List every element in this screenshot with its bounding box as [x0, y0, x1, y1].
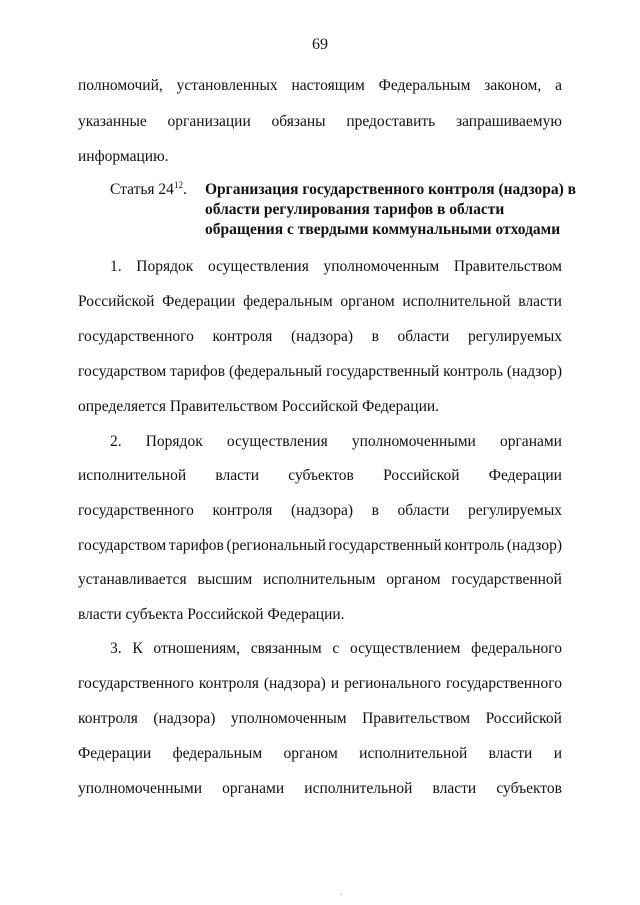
- word: осуществления: [207, 258, 309, 275]
- word: тарифов: [168, 537, 224, 554]
- word: организации: [167, 113, 251, 130]
- paragraph3-line-3: [78, 709, 562, 729]
- word: органом: [386, 571, 441, 588]
- paragraph2-line-4: [78, 536, 562, 556]
- page-number: 69: [312, 36, 328, 53]
- word: Правительством: [453, 258, 562, 275]
- article-label: [110, 180, 187, 200]
- word: Федерации: [78, 745, 152, 762]
- paragraph2-line-5: [78, 570, 562, 590]
- word: государственный: [328, 537, 442, 554]
- word: в: [371, 502, 379, 519]
- paragraph3-line-2: [78, 674, 562, 694]
- word: осуществления: [226, 433, 328, 450]
- word: субъектов: [496, 780, 562, 797]
- paragraph3-line-5: [78, 779, 562, 799]
- word: исполнительной: [78, 467, 187, 484]
- word: Правительством: [362, 710, 471, 727]
- word: установленных: [176, 77, 278, 94]
- word: обязаны: [271, 113, 326, 130]
- word: отношениям,: [153, 640, 240, 657]
- word: Порядок: [136, 258, 194, 275]
- article-title: [205, 180, 576, 240]
- article-title-line-3: обращения с твердыми коммунальными отходами: [205, 221, 561, 238]
- word: уполномоченным: [230, 710, 347, 727]
- word: Федеральным: [378, 77, 471, 94]
- word: исполнительной: [402, 293, 511, 310]
- word: контроля: [198, 675, 259, 692]
- article-label-prefix: Статья 24: [110, 181, 174, 198]
- word: субъектов: [288, 467, 354, 484]
- word: уполномоченными: [351, 433, 476, 450]
- word: контроль: [443, 363, 503, 380]
- word: органом: [283, 745, 338, 762]
- word: и: [553, 745, 562, 762]
- word: (надзор): [506, 537, 562, 554]
- paragraph1-line-2: [78, 292, 562, 312]
- word: области: [397, 328, 450, 345]
- word: исполнительной: [359, 745, 468, 762]
- word: в: [371, 328, 379, 345]
- paragraph1-line-5: определяется Правительством Российской Федерации.: [78, 398, 440, 415]
- word: (региональный: [226, 537, 326, 554]
- word: устанавливается: [78, 571, 187, 588]
- word: области: [397, 502, 450, 519]
- word: указанные: [78, 113, 147, 130]
- word: 2.: [110, 433, 122, 450]
- word: государственного: [78, 328, 194, 345]
- word: (надзора): [291, 502, 354, 519]
- word: настоящим: [291, 77, 365, 94]
- paragraph1-line-4: [78, 362, 562, 382]
- word: власти: [518, 293, 562, 310]
- word: полномочий,: [78, 77, 163, 94]
- word: регионального: [344, 675, 442, 692]
- word: Федерации: [162, 293, 236, 310]
- paragraph2-line-2: [78, 466, 562, 486]
- footer-mark: .: [340, 888, 342, 897]
- word: тарифов: [170, 363, 226, 380]
- word: и: [330, 675, 340, 692]
- word: власти: [215, 467, 260, 484]
- word: контроля: [212, 328, 273, 345]
- word: исполнительной: [304, 780, 413, 797]
- word: власти: [432, 780, 477, 797]
- word: (надзор): [506, 363, 562, 380]
- article-title-line-1: Организация государственного контроля (надзора) в: [205, 181, 576, 198]
- word: высшим: [197, 571, 253, 588]
- word: Федерации: [488, 467, 562, 484]
- word: контроля: [212, 502, 273, 519]
- word: Порядок: [145, 433, 203, 450]
- word: федерального: [471, 640, 562, 657]
- paragraph2-line-3: [78, 501, 562, 521]
- word: органами: [499, 433, 562, 450]
- paragraph2-line-6: власти субъекта Российской Федерации.: [78, 606, 345, 623]
- word: К: [132, 640, 143, 657]
- word: (надзора): [291, 328, 354, 345]
- word: уполномоченными: [78, 780, 203, 797]
- word: государственного: [446, 675, 562, 692]
- word: предоставить: [346, 113, 436, 130]
- paragraph3-line-1: [110, 639, 562, 659]
- word: исполнительным: [263, 571, 376, 588]
- article-title-line-2: области регулирования тарифов в области: [205, 201, 505, 218]
- word: государственный: [326, 363, 440, 380]
- word: 3.: [110, 640, 122, 657]
- word: Российской: [383, 467, 460, 484]
- intro-line-1: [78, 76, 562, 96]
- word: органом: [340, 293, 395, 310]
- word: контроля: [78, 710, 138, 727]
- paragraph2-line-1: [110, 432, 562, 452]
- word: государственной: [451, 571, 562, 588]
- word: государственного: [78, 502, 194, 519]
- word: государством: [78, 363, 167, 380]
- word: осуществлением: [350, 640, 461, 657]
- word: государством: [78, 537, 167, 554]
- word: Российской: [78, 293, 155, 310]
- word: запрашиваемую: [455, 113, 562, 130]
- word: регулируемых: [467, 502, 562, 519]
- word: государственного: [78, 675, 194, 692]
- word: регулируемых: [467, 328, 562, 345]
- word: уполномоченным: [323, 258, 440, 275]
- word: федеральным: [243, 293, 333, 310]
- word: (федеральный: [228, 363, 323, 380]
- paragraph1-line-3: [78, 327, 562, 347]
- word: а: [555, 77, 562, 94]
- word: власти: [488, 745, 533, 762]
- intro-line-3: информацию.: [78, 148, 169, 165]
- word: федеральным: [172, 745, 263, 762]
- article-label-sup: 12: [173, 179, 183, 190]
- intro-line-2: [78, 112, 562, 132]
- word: связанным: [250, 640, 322, 657]
- article-label-suffix: .: [182, 181, 187, 198]
- word: органами: [222, 780, 285, 797]
- paragraph1-line-1: [110, 257, 562, 277]
- paragraph3-line-4: [78, 744, 562, 764]
- word: (надзора): [263, 675, 326, 692]
- word: контроль: [444, 537, 505, 554]
- word: Российской: [485, 710, 562, 727]
- word: (надзора): [153, 710, 216, 727]
- word: законом,: [484, 77, 542, 94]
- word: 1.: [110, 258, 122, 275]
- word: с: [332, 640, 340, 657]
